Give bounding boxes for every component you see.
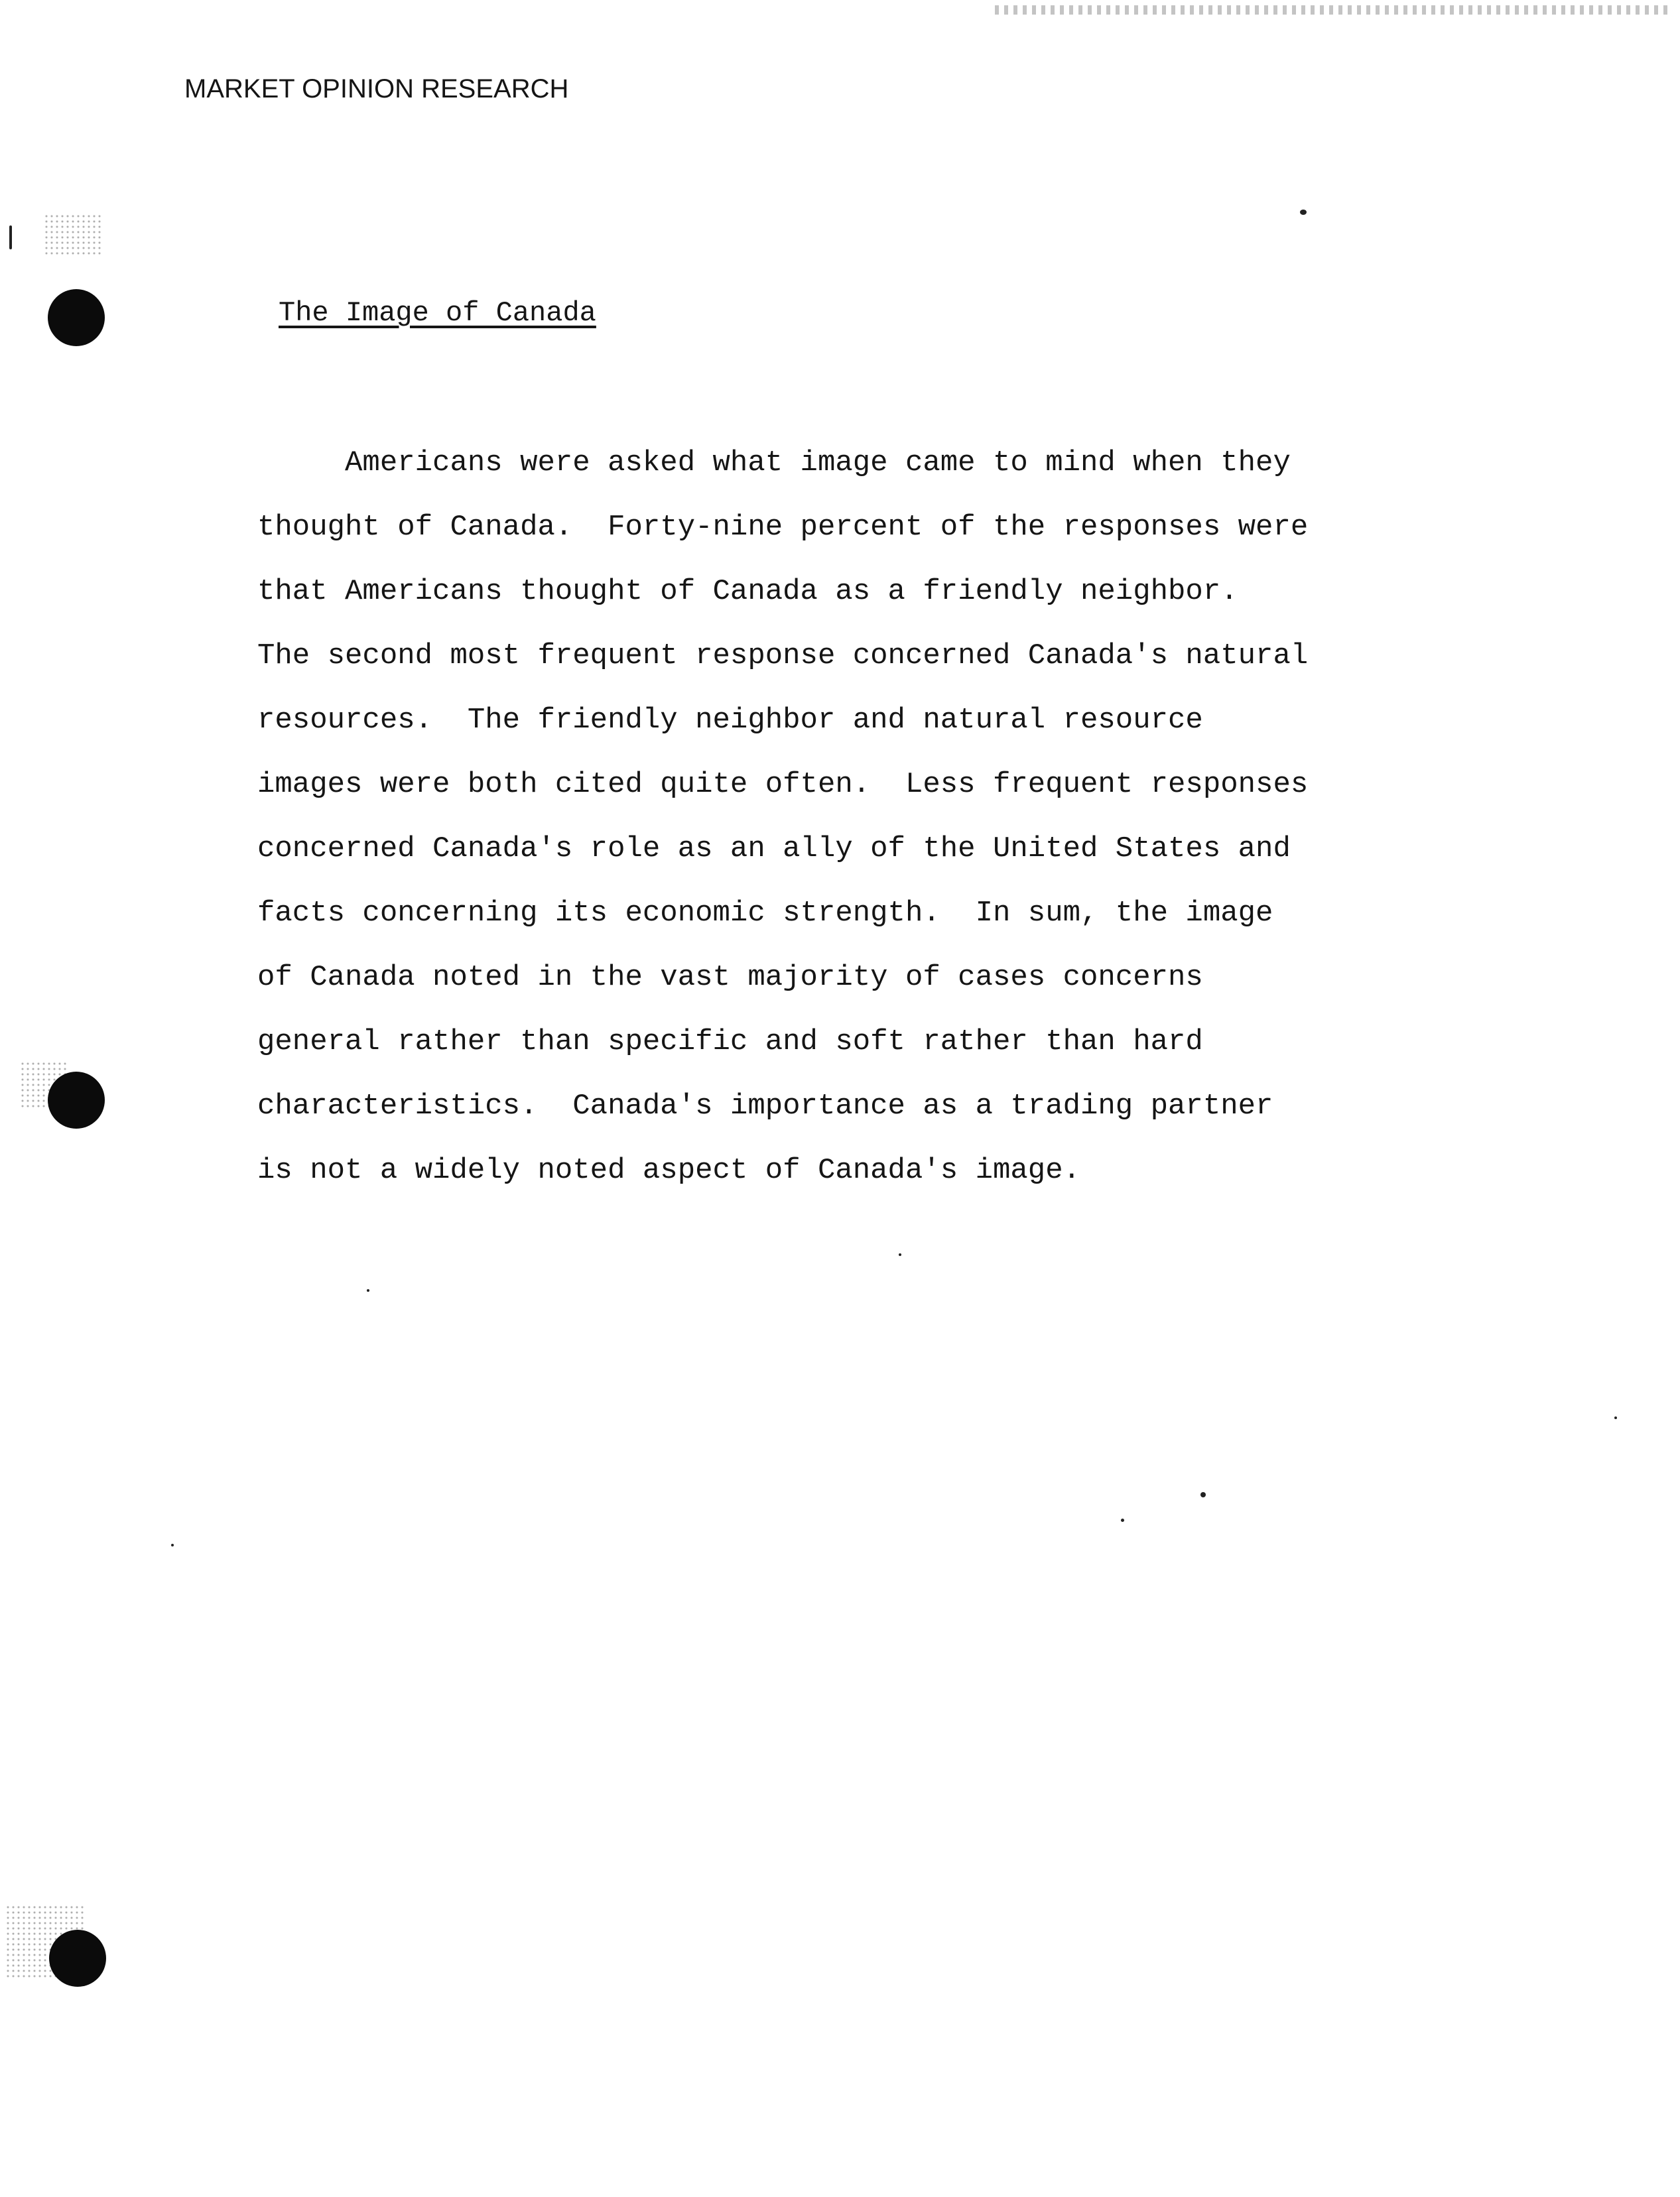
letterhead: MARKET OPINION RESEARCH (184, 74, 569, 103)
binder-hole-middle (48, 1072, 105, 1129)
binder-hole-top (48, 289, 105, 346)
section-title: The Image of Canada (279, 297, 596, 329)
scan-artifact-top-edge (995, 5, 1671, 15)
paragraph-line: that Americans thought of Canada as a friendly neighbor. (257, 575, 1238, 608)
scan-speck (1121, 1519, 1124, 1522)
binder-hole-bottom (49, 1930, 106, 1987)
paragraph-line: The second most frequent response concerned Canada's natural (257, 639, 1309, 672)
paragraph-line: facts concerning its economic strength. In sum, the image (257, 897, 1273, 930)
body-paragraph (257, 431, 1491, 1203)
paragraph-line: is not a widely noted aspect of Canada's image. (257, 1154, 1081, 1187)
scan-speck (899, 1253, 901, 1256)
paragraph-line: concerned Canada's role as an ally of the United States and (257, 832, 1291, 865)
paragraph-line: of Canada noted in the vast majority of cases concerns (257, 961, 1203, 994)
paragraph-line: characteristics. Canada's importance as a trading partner (257, 1090, 1273, 1123)
scan-speck (9, 225, 12, 249)
scan-noise-upper-left (44, 214, 103, 255)
paragraph-line: Americans were asked what image came to mind when they (257, 446, 1291, 479)
scan-speck (171, 1544, 174, 1546)
scan-speck (1300, 210, 1307, 215)
paragraph-line: thought of Canada. Forty-nine percent of the responses were (257, 511, 1309, 544)
paragraph-line: general rather than specific and soft rather than hard (257, 1025, 1203, 1058)
scan-speck (1614, 1416, 1617, 1419)
scan-speck (1200, 1492, 1206, 1497)
paragraph-line: resources. The friendly neighbor and natural resource (257, 704, 1203, 737)
scan-speck (367, 1289, 369, 1292)
paragraph-line: images were both cited quite often. Less frequent responses (257, 768, 1309, 801)
